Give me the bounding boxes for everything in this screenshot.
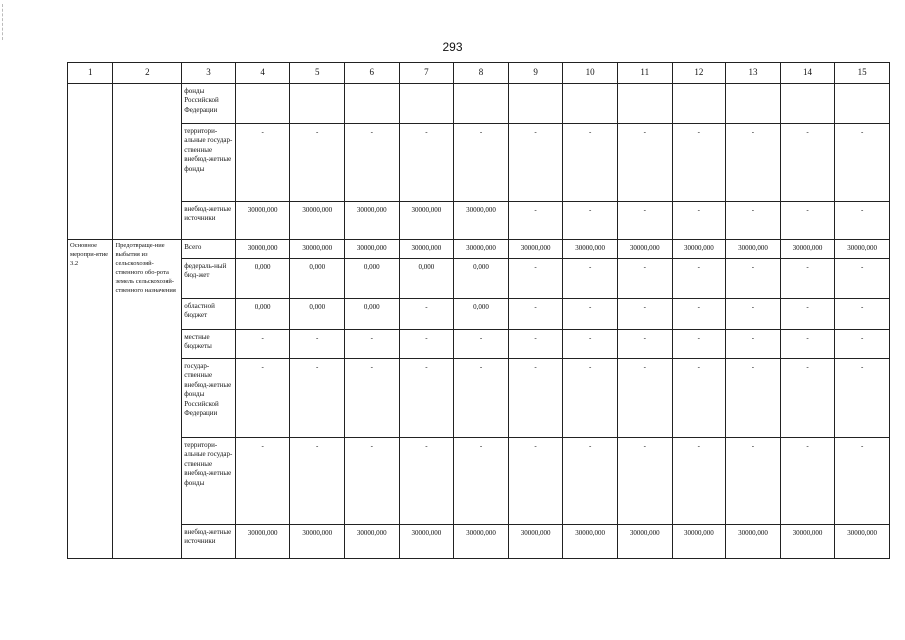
value-cell: -: [835, 330, 890, 359]
value-cell: -: [235, 330, 290, 359]
value-cell: 0,000: [235, 259, 290, 299]
value-cell: -: [508, 330, 563, 359]
value-cell: [399, 84, 454, 124]
value-cell: -: [235, 359, 290, 438]
header-cell-3: 3: [182, 63, 236, 84]
budget-table: [67, 62, 890, 559]
source-label: территори-альные государ-ственные внебюд-жетные фонды: [182, 124, 236, 202]
header-cell-2: 2: [113, 63, 182, 84]
value-cell: 30000,000: [290, 202, 345, 240]
value-cell: 0,000: [454, 299, 509, 330]
value-cell: -: [726, 438, 781, 525]
value-cell: -: [399, 124, 454, 202]
value-cell: 30000,000: [399, 240, 454, 259]
block-a-col2: [113, 84, 182, 240]
value-cell: -: [290, 438, 345, 525]
value-cell: 30000,000: [235, 202, 290, 240]
value-cell: [835, 84, 890, 124]
value-cell: -: [345, 438, 400, 525]
value-cell: -: [780, 330, 835, 359]
value-cell: -: [508, 359, 563, 438]
value-cell: -: [726, 202, 781, 240]
value-cell: -: [726, 359, 781, 438]
table-row: [68, 330, 890, 359]
value-cell: -: [780, 259, 835, 299]
value-cell: -: [780, 299, 835, 330]
value-cell: [290, 84, 345, 124]
source-label: областной бюджет: [182, 299, 236, 330]
value-cell: -: [399, 359, 454, 438]
value-cell: 30000,000: [399, 525, 454, 559]
block-a-col1: [68, 84, 113, 240]
value-cell: -: [563, 202, 618, 240]
value-cell: -: [726, 124, 781, 202]
header-cell-13: 13: [726, 63, 781, 84]
value-cell: [780, 84, 835, 124]
value-cell: 30000,000: [345, 525, 400, 559]
table-row: [68, 84, 890, 124]
value-cell: -: [617, 299, 672, 330]
value-cell: 30000,000: [617, 240, 672, 259]
value-cell: 0,000: [235, 299, 290, 330]
value-cell: -: [672, 202, 726, 240]
value-cell: 0,000: [454, 259, 509, 299]
value-cell: -: [835, 299, 890, 330]
value-cell: -: [290, 124, 345, 202]
value-cell: 0,000: [290, 299, 345, 330]
header-cell-15: 15: [835, 63, 890, 84]
value-cell: -: [563, 124, 618, 202]
header-cell-12: 12: [672, 63, 726, 84]
value-cell: -: [454, 330, 509, 359]
value-cell: -: [835, 259, 890, 299]
value-cell: 30000,000: [235, 240, 290, 259]
header-cell-5: 5: [290, 63, 345, 84]
value-cell: -: [672, 330, 726, 359]
value-cell: [454, 84, 509, 124]
value-cell: -: [672, 438, 726, 525]
value-cell: -: [726, 330, 781, 359]
value-cell: -: [235, 124, 290, 202]
header-cell-4: 4: [235, 63, 290, 84]
value-cell: [508, 84, 563, 124]
value-cell: -: [290, 330, 345, 359]
header-cell-14: 14: [780, 63, 835, 84]
value-cell: -: [672, 124, 726, 202]
value-cell: -: [835, 202, 890, 240]
value-cell: 30000,000: [780, 240, 835, 259]
value-cell: 30000,000: [563, 525, 618, 559]
value-cell: 30000,000: [563, 240, 618, 259]
value-cell: -: [617, 124, 672, 202]
value-cell: 30000,000: [508, 525, 563, 559]
value-cell: -: [454, 438, 509, 525]
value-cell: -: [399, 438, 454, 525]
value-cell: 0,000: [290, 259, 345, 299]
value-cell: -: [345, 330, 400, 359]
value-cell: -: [780, 359, 835, 438]
value-cell: -: [672, 259, 726, 299]
value-cell: -: [617, 202, 672, 240]
value-cell: -: [508, 438, 563, 525]
value-cell: 0,000: [345, 299, 400, 330]
value-cell: 30000,000: [508, 240, 563, 259]
value-cell: 0,000: [399, 259, 454, 299]
value-cell: -: [508, 259, 563, 299]
value-cell: -: [563, 259, 618, 299]
source-label: территори-альные государ-ственные внебюд-жетные фонды: [182, 438, 236, 525]
page-number: 293: [442, 40, 463, 54]
value-cell: -: [345, 359, 400, 438]
value-cell: -: [672, 299, 726, 330]
value-cell: 30000,000: [726, 525, 781, 559]
page-edge-mark: [2, 4, 4, 40]
value-cell: -: [672, 359, 726, 438]
value-cell: 30000,000: [835, 240, 890, 259]
value-cell: 30000,000: [672, 240, 726, 259]
value-cell: [235, 84, 290, 124]
value-cell: 30000,000: [345, 240, 400, 259]
header-cell-6: 6: [345, 63, 400, 84]
table-row: [68, 525, 890, 559]
value-cell: -: [454, 124, 509, 202]
value-cell: -: [454, 359, 509, 438]
value-cell: -: [617, 359, 672, 438]
value-cell: -: [235, 438, 290, 525]
value-cell: -: [617, 438, 672, 525]
value-cell: -: [726, 259, 781, 299]
value-cell: 30000,000: [780, 525, 835, 559]
value-cell: 30000,000: [235, 525, 290, 559]
table-row: [68, 240, 890, 259]
header-row: [68, 63, 890, 84]
value-cell: -: [345, 124, 400, 202]
value-cell: 30000,000: [617, 525, 672, 559]
value-cell: -: [835, 359, 890, 438]
value-cell: 30000,000: [290, 240, 345, 259]
source-label: федераль-ный бюд-жет: [182, 259, 236, 299]
table-row: [68, 299, 890, 330]
value-cell: -: [508, 299, 563, 330]
value-cell: 30000,000: [454, 240, 509, 259]
table-row: [68, 259, 890, 299]
table-row: [68, 438, 890, 525]
value-cell: -: [399, 330, 454, 359]
source-label: внебюд-жетные источники: [182, 525, 236, 559]
value-cell: 30000,000: [454, 525, 509, 559]
header-cell-11: 11: [617, 63, 672, 84]
value-cell: 30000,000: [835, 525, 890, 559]
header-cell-9: 9: [508, 63, 563, 84]
value-cell: 30000,000: [290, 525, 345, 559]
source-label: внебюд-жетные источники: [182, 202, 236, 240]
table-row: [68, 124, 890, 202]
value-cell: -: [399, 299, 454, 330]
value-cell: -: [835, 438, 890, 525]
value-cell: 30000,000: [672, 525, 726, 559]
source-label: местные бюджеты: [182, 330, 236, 359]
value-cell: 0,000: [345, 259, 400, 299]
value-cell: -: [563, 299, 618, 330]
activity-description: Предотвраще-ние выбытия из сельскохозяй-ственного обо-рота земель сельскохозяй-ственного назначения: [113, 240, 182, 559]
value-cell: 30000,000: [345, 202, 400, 240]
header-cell-8: 8: [454, 63, 509, 84]
table-row: [68, 202, 890, 240]
value-cell: -: [617, 330, 672, 359]
header-cell-10: 10: [563, 63, 618, 84]
value-cell: -: [563, 330, 618, 359]
value-cell: [345, 84, 400, 124]
value-cell: 30000,000: [399, 202, 454, 240]
value-cell: -: [617, 259, 672, 299]
value-cell: -: [780, 438, 835, 525]
value-cell: [672, 84, 726, 124]
value-cell: [726, 84, 781, 124]
source-label: Всего: [182, 240, 236, 259]
value-cell: -: [780, 202, 835, 240]
value-cell: 30000,000: [454, 202, 509, 240]
value-cell: -: [508, 124, 563, 202]
source-label: государ-ственные внебюд-жетные фонды Российской Федерации: [182, 359, 236, 438]
value-cell: -: [563, 438, 618, 525]
header-cell-7: 7: [399, 63, 454, 84]
value-cell: -: [290, 359, 345, 438]
source-label: фонды Российской Федерации: [182, 84, 236, 124]
value-cell: -: [508, 202, 563, 240]
value-cell: -: [726, 299, 781, 330]
header-cell-1: 1: [68, 63, 113, 84]
value-cell: -: [780, 124, 835, 202]
table-row: [68, 359, 890, 438]
value-cell: -: [835, 124, 890, 202]
value-cell: [617, 84, 672, 124]
value-cell: [563, 84, 618, 124]
value-cell: -: [563, 359, 618, 438]
activity-name: Основное меропри-ятие 3.2: [68, 240, 113, 559]
value-cell: 30000,000: [726, 240, 781, 259]
